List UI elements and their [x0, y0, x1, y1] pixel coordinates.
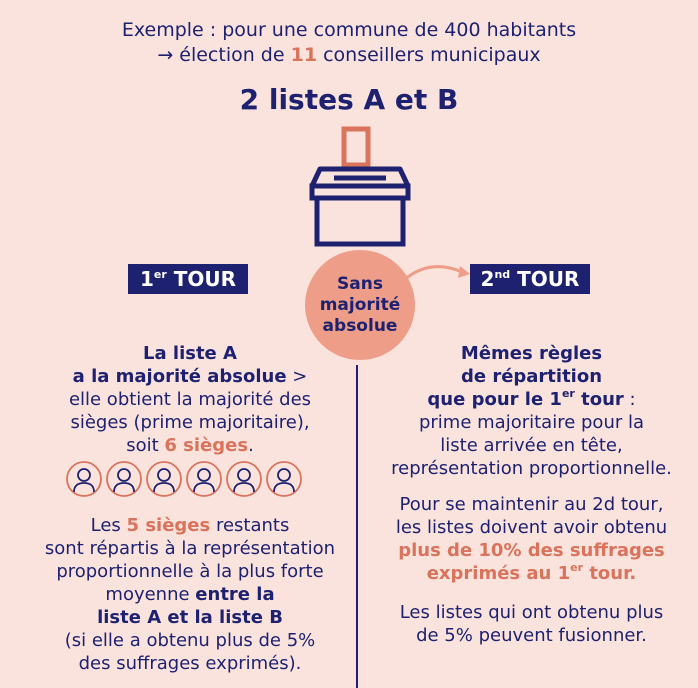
column-divider — [356, 365, 358, 688]
councillor-icon — [107, 462, 141, 496]
left-p2-line7: des suffrages exprimés). — [78, 653, 302, 674]
left-p2-line5: liste A et la liste B — [97, 607, 283, 628]
left-p1-line5-pre: soit — [126, 435, 165, 456]
left-p2-line1 — [30, 514, 350, 537]
left-p2-line4 — [30, 583, 350, 606]
absolute-majority-text: a la majorité absolue — [72, 366, 287, 387]
left-p1-line5 — [30, 434, 350, 457]
right-p1-line5: liste arrivée en tête, — [440, 435, 623, 456]
left-p2-line4-bold: entre la — [195, 584, 275, 605]
tour1-num: 1 — [139, 267, 154, 291]
curved-arrow-icon — [402, 258, 472, 288]
remaining-seats-text — [30, 514, 350, 675]
seats-row — [64, 459, 304, 499]
ballot-box-icon — [300, 124, 420, 249]
left-p1-line5-post: . — [248, 435, 254, 456]
tour1-result — [30, 342, 350, 457]
tour1-label: TOUR — [173, 267, 237, 291]
councillor-icon — [267, 462, 301, 496]
right-p3-line2: de 5% peuvent fusionner. — [416, 625, 647, 646]
tour2-badge — [470, 264, 590, 294]
tour1-badge — [128, 264, 248, 294]
right-p2-hl2-pre: exprimés au 1 — [426, 563, 571, 584]
example-line — [0, 18, 698, 43]
tour2-threshold — [365, 493, 698, 585]
left-p1-rest: > — [286, 366, 308, 387]
left-p2-line6: (si elle a obtenu plus de 5% — [64, 630, 316, 651]
election-line — [0, 43, 698, 68]
right-p1-line3 — [365, 388, 698, 411]
right-p1-line4: prime majoritaire pour la — [418, 412, 645, 433]
right-p2-line1: Pour se maintenir au 2d tour, — [399, 494, 664, 515]
five-seats-text: 5 sièges — [126, 515, 211, 536]
circle-line3: absolue — [322, 315, 398, 336]
right-p2-line2: les listes doivent avoir obtenu — [395, 517, 668, 538]
right-p1-line3-sup: er — [561, 387, 575, 400]
right-p2-hl2-post: tour. — [583, 563, 637, 584]
right-p1-line1: Mêmes règles — [460, 343, 603, 364]
left-p1-line1: La liste A — [143, 343, 237, 364]
councillor-icon — [187, 462, 221, 496]
left-p2-line2: sont répartis à la représentation — [44, 538, 336, 559]
right-p2-highlight1: plus de 10% des suffrages — [398, 540, 665, 561]
councillor-icon — [227, 462, 261, 496]
councillors-count: 11 — [290, 44, 318, 66]
right-p2-highlight2 — [365, 562, 698, 585]
right-p1-line2: de répartition — [460, 366, 603, 387]
right-p1-line6: représentation proportionnelle. — [391, 458, 672, 479]
tour2-sup: nd — [494, 268, 511, 281]
left-p1-line3: elle obtient la majorité des — [68, 389, 312, 410]
circle-line1: Sans — [337, 273, 383, 294]
six-seats-text: 6 sièges — [164, 435, 249, 456]
right-p3-line1: Les listes qui ont obtenu plus — [399, 602, 664, 623]
left-p1-line2 — [30, 365, 350, 388]
left-p2-line3: proportionnelle à la plus forte — [56, 561, 324, 582]
page-title: 2 listes A et B — [239, 83, 459, 116]
example-text: Exemple : pour une commune de 400 habitants — [121, 19, 577, 41]
tour2-rules — [365, 342, 698, 480]
councillor-icon — [147, 462, 181, 496]
right-p1-line3-pre: que pour le 1 — [427, 389, 562, 410]
circle-line2: majorité — [319, 294, 401, 315]
right-p1-line3-tail: : — [623, 389, 636, 410]
left-p2-pre: Les — [90, 515, 127, 536]
tour2-merge — [365, 601, 698, 647]
tour1-sup: er — [153, 268, 167, 281]
right-p1-line3-post: tour — [574, 389, 624, 410]
left-p1-line4: sièges (prime majoritaire), — [70, 412, 310, 433]
left-p2-line4-pre: moyenne — [105, 584, 196, 605]
tour2-num: 2 — [480, 267, 495, 291]
election-pre: → élection de — [157, 44, 291, 66]
right-p2-hl2-sup: er — [570, 561, 584, 574]
councillor-icon — [67, 462, 101, 496]
election-post: conseillers municipaux — [317, 44, 541, 66]
left-p2-post: restants — [210, 515, 290, 536]
tour2-label: TOUR — [517, 267, 580, 291]
